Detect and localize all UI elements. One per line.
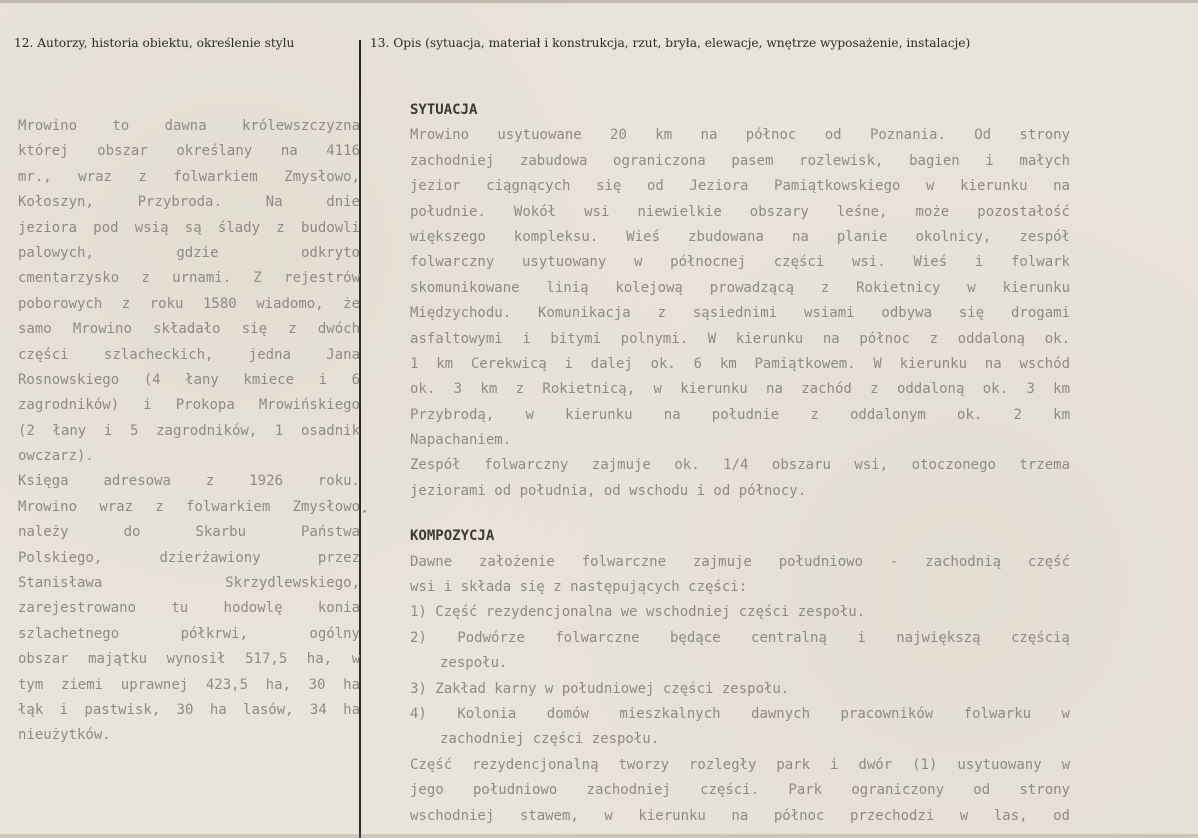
kompozycja-line: zachodniej części zespołu. bbox=[440, 731, 660, 748]
history-line: Kołoszyn, Przybroda. Na dnie bbox=[18, 194, 360, 211]
sytuacja-line: większego kompleksu. Wieś zbudowana na planie okolnicy, zespół bbox=[410, 228, 1070, 245]
sytuacja-line: południe. Wokół wsi niewielkie obszary leśne, może pozostałość bbox=[410, 203, 1070, 220]
history-line: łąk i pastwisk, 30 ha lasów, 34 ha bbox=[18, 701, 360, 718]
history-line: (2 łany i 5 zagrodników, 1 osadnik bbox=[18, 422, 360, 439]
sytuacja-line: ok. 3 km z Rokietnicą, w kierunku na zachód z oddaloną ok. 3 km bbox=[410, 381, 1070, 398]
history-line: owczarz). bbox=[18, 448, 94, 465]
kompozycja-line: Dawne założenie folwarczne zajmuje południowo - zachodnią część bbox=[410, 553, 1070, 570]
history-line: obszar majątku wynosił 517,5 ha, w bbox=[18, 651, 360, 668]
history-line: Rosnowskiego (4 łany kmiece i 6 bbox=[18, 371, 360, 388]
history-line: Księga adresowa z 1926 roku. bbox=[18, 473, 360, 490]
sytuacja-line: asfaltowymi i bitymi polnymi. W kierunku na północ z oddaloną ok. bbox=[410, 330, 1070, 347]
history-line: należy do Skarbu Państwa bbox=[18, 524, 360, 541]
kompozycja-heading: KOMPOZYCJA bbox=[410, 528, 495, 545]
history-line: tym ziemi uprawnej 423,5 ha, 30 ha bbox=[18, 676, 360, 693]
sytuacja-line: Zespół folwarczny zajmuje ok. 1/4 obszaru wsi, otoczonego trzema bbox=[410, 457, 1070, 474]
history-line: nieużytków. bbox=[18, 727, 111, 744]
history-line: Polskiego, dzierżawiony przez bbox=[18, 549, 360, 566]
margin-mark: ˄ bbox=[362, 510, 367, 521]
kompozycja-line: zespołu. bbox=[440, 655, 508, 672]
sytuacja-line: Przybrodą, w kierunku na południe z oddalonym ok. 2 km bbox=[410, 406, 1070, 423]
history-line: samo Mrowino składało się z dwóch bbox=[18, 321, 360, 338]
sytuacja-line: zachodniej zabudowa ograniczona pasem rozlewisk, bagien i małych bbox=[410, 152, 1070, 169]
history-line: palowych, gdzie odkryto bbox=[18, 244, 360, 261]
history-line: Mrowino wraz z folwarkiem Zmysłowo bbox=[18, 498, 360, 515]
history-line: szlachetnego półkrwi, ogólny bbox=[18, 625, 360, 642]
history-line: Mrowino to dawna królewszczyzna bbox=[18, 118, 360, 134]
section-12-header: 12. Autorzy, historia obiektu, określenie stylu bbox=[14, 36, 295, 50]
kompozycja-line: wschodniej stawem, w kierunku na północ przechodzi w las, od bbox=[410, 807, 1070, 824]
history-line: części szlacheckich, jedna Jana bbox=[18, 346, 360, 363]
kompozycja-line: 1) Część rezydencjonalna we wschodniej części zespołu. bbox=[410, 604, 866, 621]
history-line: której obszar określany na 4116 bbox=[18, 143, 360, 160]
section-gap bbox=[410, 504, 1070, 524]
kompozycja-line: wsi i składa się z następujących części: bbox=[410, 579, 748, 596]
kompozycja-line: 3) Zakład karny w południowej części zespołu. bbox=[410, 680, 790, 697]
kompozycja-line: jego południowo zachodniej części. Park ograniczony od strony bbox=[410, 782, 1070, 799]
sytuacja-line: jezior ciągnących się od Jeziora Pamiątkowskiego w kierunku na bbox=[410, 178, 1070, 195]
page-top-edge bbox=[0, 0, 1198, 3]
sytuacja-line: folwarczny usytuowany w północnej części wsi. Wieś i folwark bbox=[410, 254, 1070, 271]
history-line: cmentarzysko z urnami. Z rejestrów bbox=[18, 270, 360, 287]
history-line: jeziora pod wsią są ślady z budowli bbox=[18, 219, 360, 236]
description-column bbox=[410, 98, 1070, 829]
history-line: poborowych z roku 1580 wiadomo, że bbox=[18, 295, 360, 312]
sytuacja-heading: SYTUACJA bbox=[410, 102, 478, 118]
kompozycja-line: Część rezydencjonalną tworzy rozległy park i dwór (1) usytuowany w bbox=[410, 756, 1070, 773]
history-line: zagrodników) i Prokopa Mrowińskiego bbox=[18, 397, 360, 414]
sytuacja-line: Międzychodu. Komunikacja z sąsiednimi wsiami odbywa się drogami bbox=[410, 305, 1070, 322]
kompozycja-line: 4) Kolonia domów mieszkalnych dawnych pracowników folwarku w bbox=[410, 705, 1070, 722]
sytuacja-line: 1 km Cerekwicą i dalej ok. 6 km Pamiątkowem. W kierunku na wschód bbox=[410, 355, 1070, 372]
page-bottom-edge bbox=[0, 834, 1198, 838]
history-line: Stanisława Skrzydlewskiego, bbox=[18, 575, 360, 592]
history-line: zarejestrowano tu hodowlę konia bbox=[18, 600, 360, 617]
sytuacja-line: Napachaniem. bbox=[410, 432, 512, 449]
section-13-header: 13. Opis (sytuacja, materiał i konstrukcja, rzut, bryła, elewacje, wnętrze wyposażenie, instalacje) bbox=[370, 36, 971, 50]
kompozycja-line: 2) Podwórze folwarczne będące centralną i największą częścią bbox=[410, 629, 1070, 646]
sytuacja-line: Mrowino usytuowane 20 km na północ od Poznania. Od strony bbox=[410, 127, 1070, 144]
history-column bbox=[18, 114, 360, 749]
sytuacja-line: skomunikowane linią kolejową prowadzącą z Rokietnicy w kierunku bbox=[410, 279, 1070, 296]
history-line: mr., wraz z folwarkiem Zmysłowo, bbox=[18, 168, 360, 185]
sytuacja-line: jeziorami od południa, od wschodu i od północy. bbox=[410, 482, 807, 499]
